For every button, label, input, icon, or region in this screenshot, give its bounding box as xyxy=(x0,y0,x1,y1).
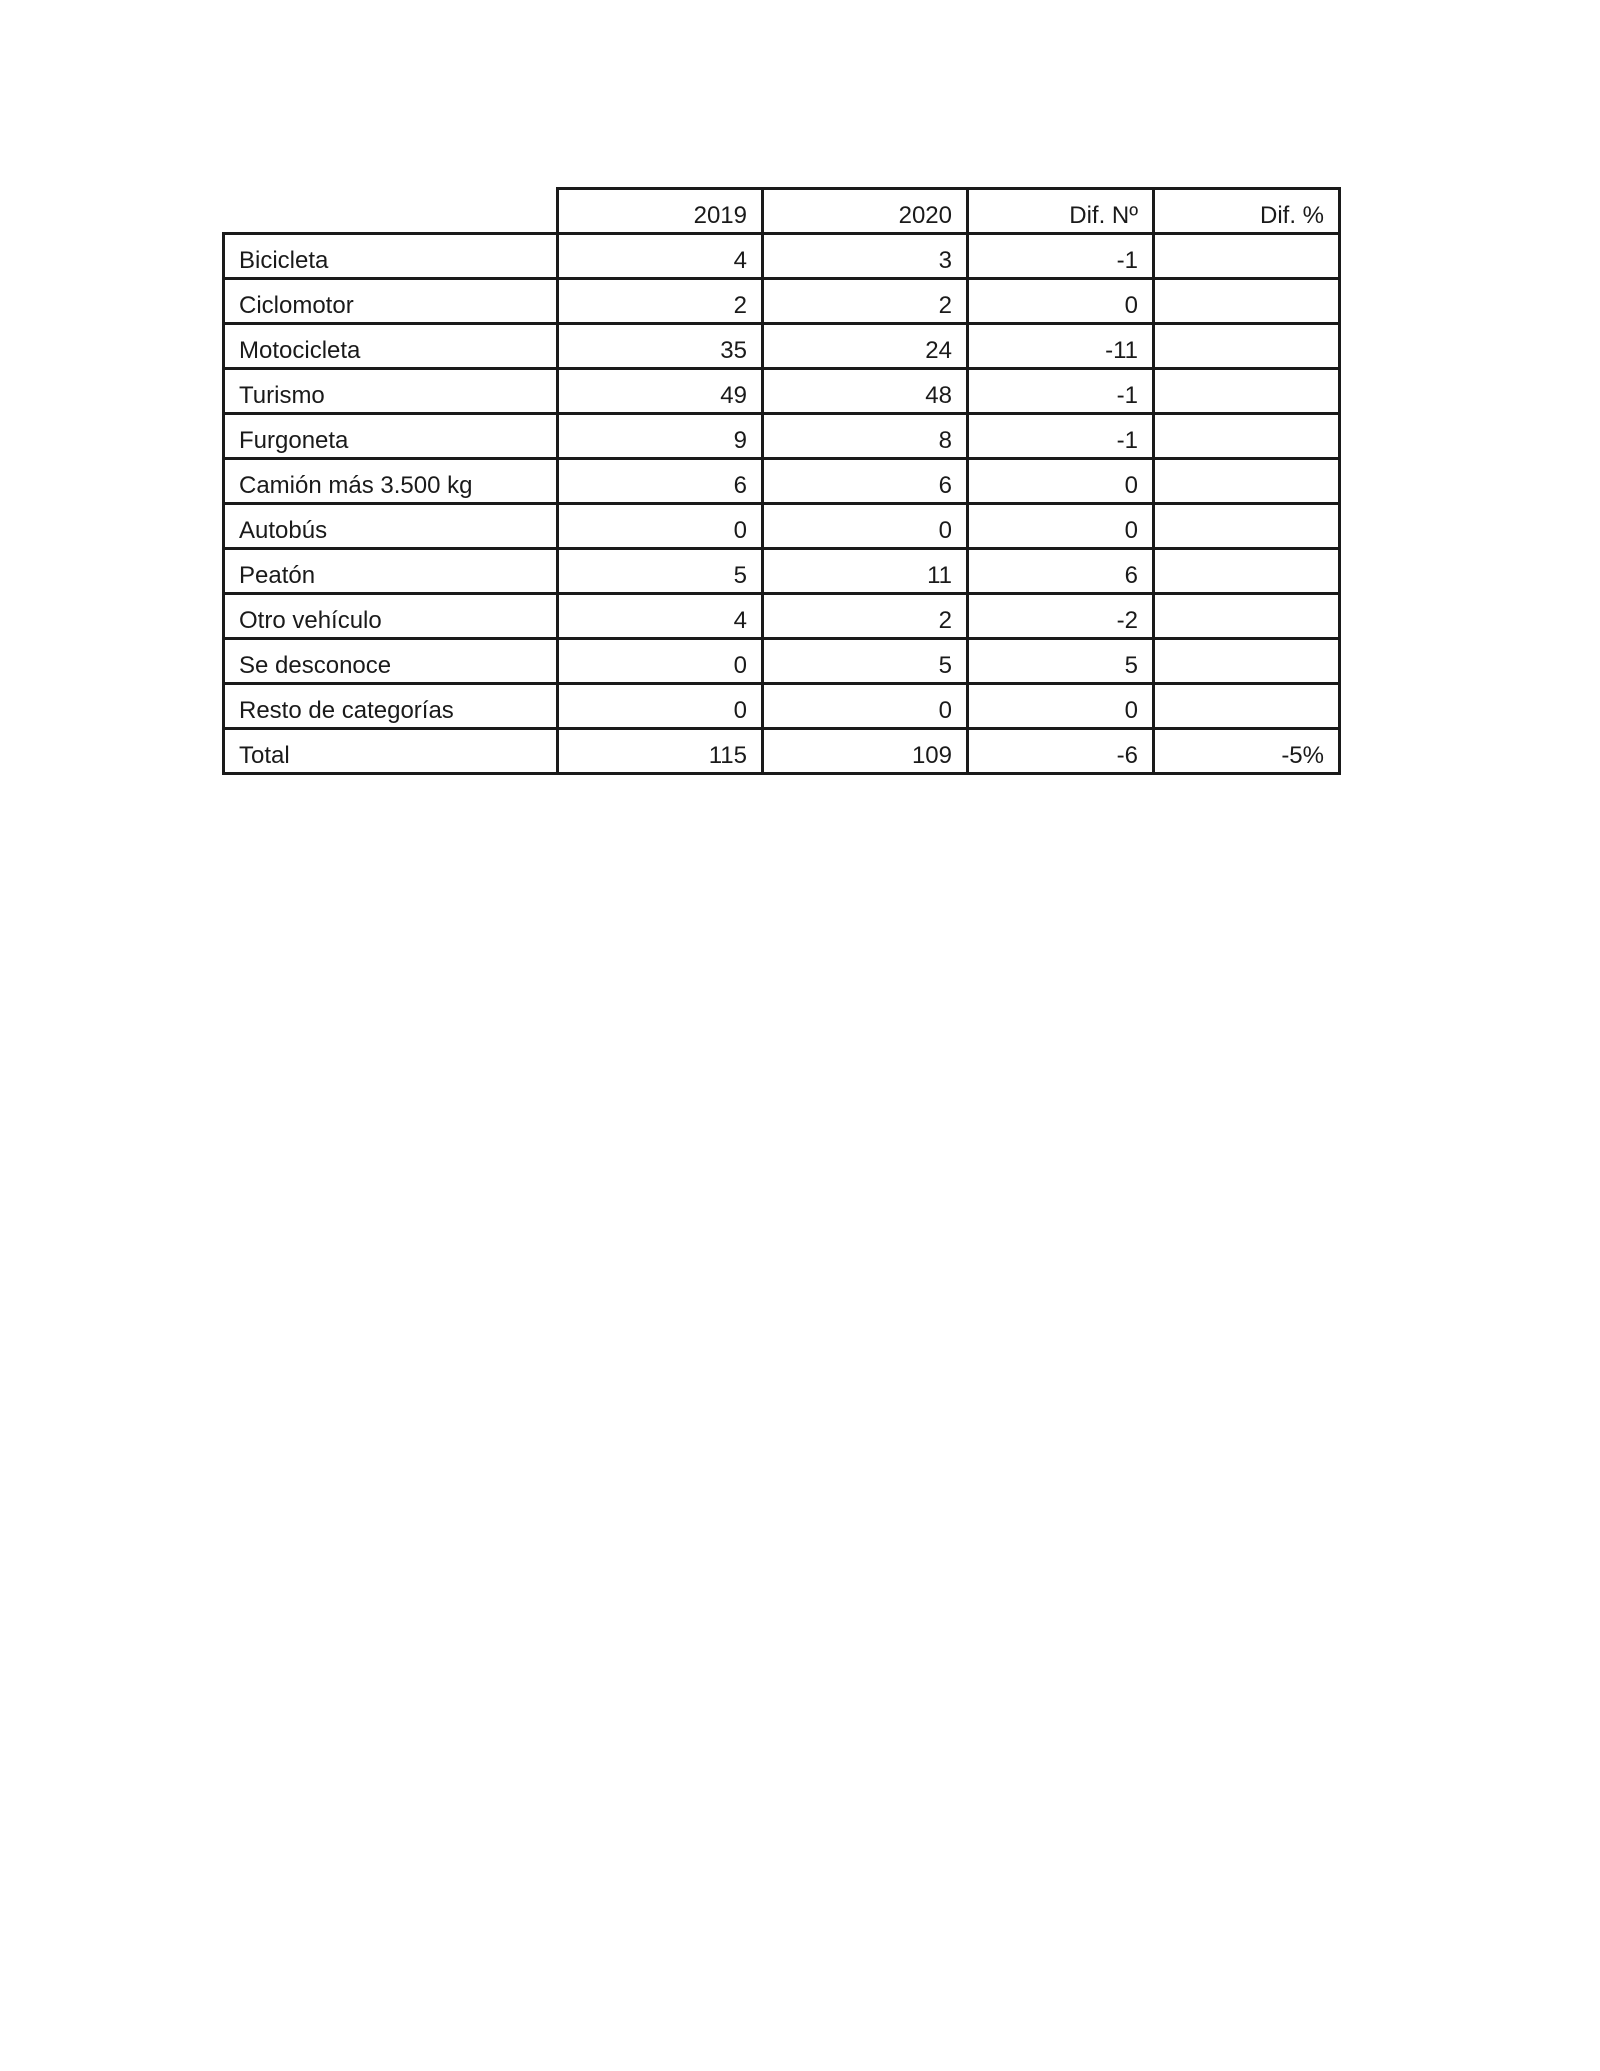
cell-dif-n: -6 xyxy=(968,729,1154,774)
cell-dif-pct xyxy=(1154,279,1340,324)
cell-dif-n: 6 xyxy=(968,549,1154,594)
cell-2020: 2 xyxy=(763,594,968,639)
cell-2019: 0 xyxy=(558,504,763,549)
table-row xyxy=(224,279,1340,324)
cell-dif-n: -1 xyxy=(968,414,1154,459)
header-corner-cell xyxy=(224,189,558,234)
table-row xyxy=(224,234,1340,279)
header-2020: 2020 xyxy=(763,189,968,234)
cell-dif-n: -1 xyxy=(968,369,1154,414)
cell-dif-n: -2 xyxy=(968,594,1154,639)
cell-2019: 49 xyxy=(558,369,763,414)
cell-2020: 48 xyxy=(763,369,968,414)
cell-dif-pct: -5% xyxy=(1154,729,1340,774)
table-row xyxy=(224,459,1340,504)
table-row xyxy=(224,549,1340,594)
row-label-cell: Ciclomotor xyxy=(224,279,558,324)
cell-2019: 35 xyxy=(558,324,763,369)
cell-dif-pct xyxy=(1154,414,1340,459)
table-row xyxy=(224,324,1340,369)
table-row xyxy=(224,684,1340,729)
table-row xyxy=(224,369,1340,414)
cell-2020: 8 xyxy=(763,414,968,459)
table-header xyxy=(224,189,1340,234)
cell-dif-pct xyxy=(1154,504,1340,549)
row-label-cell: Se desconoce xyxy=(224,639,558,684)
cell-2020: 5 xyxy=(763,639,968,684)
cell-dif-n: 0 xyxy=(968,504,1154,549)
cell-2020: 11 xyxy=(763,549,968,594)
cell-2020: 6 xyxy=(763,459,968,504)
cell-2019: 2 xyxy=(558,279,763,324)
cell-2020: 3 xyxy=(763,234,968,279)
cell-dif-pct xyxy=(1154,234,1340,279)
cell-2019: 4 xyxy=(558,594,763,639)
cell-dif-pct xyxy=(1154,549,1340,594)
table-row xyxy=(224,729,1340,774)
data-table xyxy=(222,187,1341,775)
cell-2020: 109 xyxy=(763,729,968,774)
cell-2019: 0 xyxy=(558,639,763,684)
cell-2020: 24 xyxy=(763,324,968,369)
cell-dif-pct xyxy=(1154,684,1340,729)
cell-2019: 6 xyxy=(558,459,763,504)
table-body xyxy=(224,234,1340,774)
table-row xyxy=(224,414,1340,459)
cell-dif-n: 0 xyxy=(968,459,1154,504)
header-dif-n: Dif. Nº xyxy=(968,189,1154,234)
row-label-cell: Turismo xyxy=(224,369,558,414)
cell-dif-pct xyxy=(1154,639,1340,684)
row-label-cell: Motocicleta xyxy=(224,324,558,369)
row-label-cell: Otro vehículo xyxy=(224,594,558,639)
cell-2019: 9 xyxy=(558,414,763,459)
header-2019: 2019 xyxy=(558,189,763,234)
row-label-cell: Bicicleta xyxy=(224,234,558,279)
cell-2019: 5 xyxy=(558,549,763,594)
cell-dif-n: -11 xyxy=(968,324,1154,369)
row-label-cell: Furgoneta xyxy=(224,414,558,459)
cell-2020: 0 xyxy=(763,684,968,729)
table-row xyxy=(224,594,1340,639)
cell-dif-pct xyxy=(1154,594,1340,639)
row-label-cell: Peatón xyxy=(224,549,558,594)
cell-2020: 0 xyxy=(763,504,968,549)
header-row xyxy=(224,189,1340,234)
table-row xyxy=(224,639,1340,684)
table-row xyxy=(224,504,1340,549)
cell-dif-n: 0 xyxy=(968,684,1154,729)
row-label-cell: Autobús xyxy=(224,504,558,549)
cell-dif-n: -1 xyxy=(968,234,1154,279)
cell-2019: 0 xyxy=(558,684,763,729)
header-dif-pct: Dif. % xyxy=(1154,189,1340,234)
cell-dif-pct xyxy=(1154,324,1340,369)
cell-dif-n: 5 xyxy=(968,639,1154,684)
cell-dif-n: 0 xyxy=(968,279,1154,324)
cell-2019: 115 xyxy=(558,729,763,774)
cell-dif-pct xyxy=(1154,369,1340,414)
row-label-cell: Total xyxy=(224,729,558,774)
cell-2019: 4 xyxy=(558,234,763,279)
cell-dif-pct xyxy=(1154,459,1340,504)
row-label-cell: Camión más 3.500 kg xyxy=(224,459,558,504)
row-label-cell: Resto de categorías xyxy=(224,684,558,729)
cell-2020: 2 xyxy=(763,279,968,324)
